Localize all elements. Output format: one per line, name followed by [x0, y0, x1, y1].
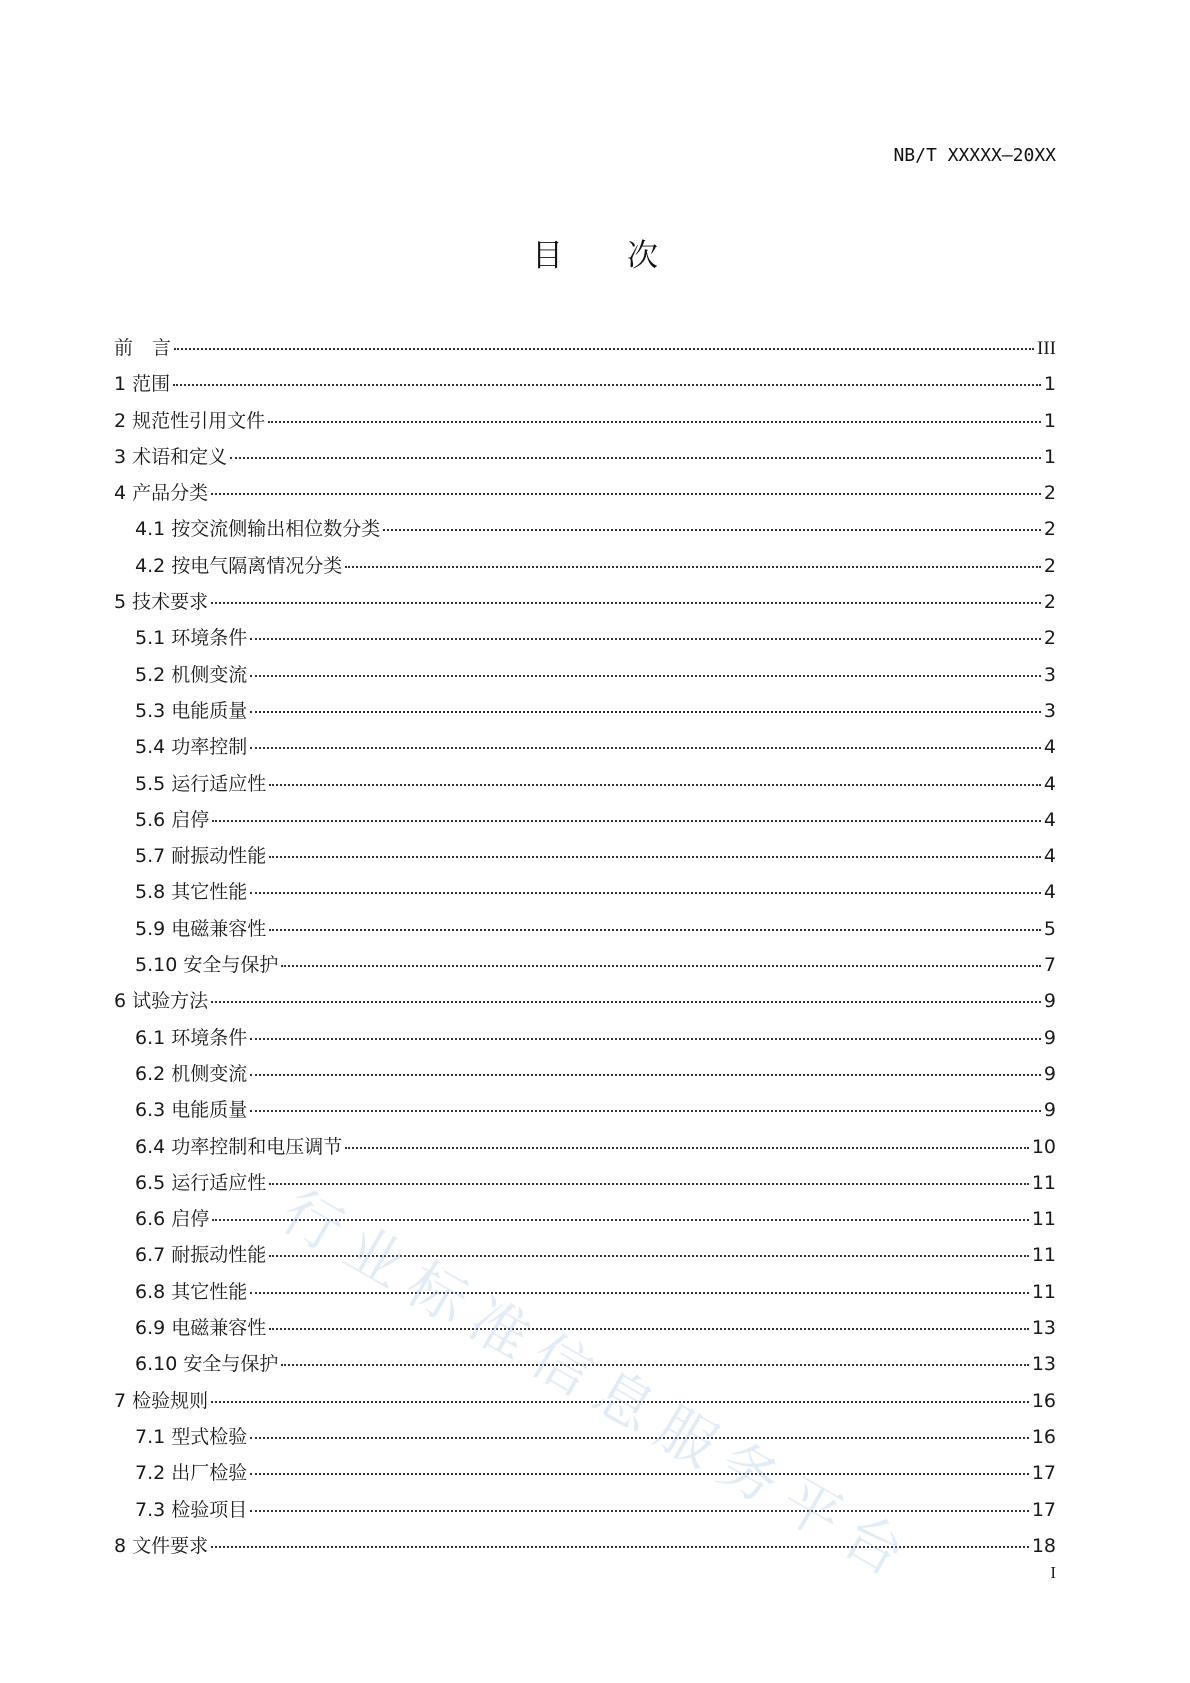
toc-leader-dots — [269, 929, 1041, 931]
toc-entry-page: 18 — [1031, 1534, 1056, 1557]
toc-leader-dots — [250, 1437, 1029, 1439]
toc-entry-label: 5 技术要求 — [114, 591, 209, 614]
toc-leader-dots — [268, 421, 1041, 423]
toc-entry-label: 6.2 机侧变流 — [135, 1062, 248, 1085]
toc-entry-label: 5.1 环境条件 — [135, 627, 248, 650]
toc-entry[interactable] — [114, 1422, 1056, 1458]
toc-entry-label: 6.6 启停 — [135, 1208, 210, 1231]
toc-leader-dots — [211, 1001, 1041, 1003]
toc-entry[interactable] — [114, 1313, 1056, 1349]
toc-leader-dots — [211, 493, 1041, 495]
toc-leader-dots — [281, 1364, 1028, 1366]
toc-leader-dots — [212, 1219, 1029, 1221]
toc-entry-label: 6.3 电能质量 — [135, 1099, 248, 1122]
toc-entry-page: 2 — [1043, 518, 1056, 541]
toc-leader-dots — [211, 1401, 1029, 1403]
toc-entry-page: 9 — [1043, 990, 1056, 1013]
toc-entry[interactable] — [114, 1168, 1056, 1204]
toc-entry-page: 2 — [1043, 627, 1056, 650]
toc-entry[interactable] — [114, 1531, 1056, 1567]
toc-entry[interactable] — [114, 1458, 1056, 1494]
toc-entry-page: 2 — [1043, 482, 1056, 505]
toc-entry-label: 5.7 耐振动性能 — [135, 845, 267, 868]
toc-entry-label: 7.1 型式检验 — [135, 1425, 248, 1448]
toc-leader-dots — [250, 1038, 1041, 1040]
toc-entry-page: 11 — [1031, 1244, 1056, 1267]
toc-leader-dots — [211, 1546, 1029, 1548]
toc-entry-page: 3 — [1043, 699, 1056, 722]
toc-entry-label: 8 文件要求 — [114, 1534, 209, 1557]
toc-leader-dots — [250, 1473, 1029, 1475]
toc-leader-dots — [250, 711, 1041, 713]
toc-entry[interactable] — [114, 950, 1056, 986]
toc-entry-page: 10 — [1031, 1135, 1056, 1158]
toc-title-part1: 目 — [532, 238, 563, 274]
toc-entry[interactable] — [114, 877, 1056, 913]
toc-entry-page: 11 — [1031, 1208, 1056, 1231]
toc-leader-dots — [269, 1255, 1029, 1257]
toc-entry-page: 4 — [1043, 736, 1056, 759]
toc-entry-page: 1 — [1043, 445, 1056, 468]
toc-entry-label: 7.3 检验项目 — [135, 1498, 248, 1521]
toc-entry-page: 2 — [1043, 591, 1056, 614]
toc-entry-label: 5.10 安全与保护 — [135, 954, 279, 977]
toc-entry-label: 5.2 机侧变流 — [135, 663, 248, 686]
toc-entry-label: 4 产品分类 — [114, 482, 209, 505]
toc-entry[interactable] — [114, 986, 1056, 1022]
toc-leader-dots — [212, 820, 1041, 822]
toc-entry-page: 17 — [1031, 1462, 1056, 1485]
toc-entry-page: 7 — [1043, 954, 1056, 977]
toc-title — [0, 230, 1190, 275]
toc-entry-page: 4 — [1043, 881, 1056, 904]
toc-leader-dots — [269, 1183, 1029, 1185]
toc-leader-dots — [345, 1147, 1029, 1149]
toc-entry-page: 3 — [1043, 663, 1056, 686]
toc-entry-page: 16 — [1031, 1389, 1056, 1412]
toc-entry-label: 5.9 电磁兼容性 — [135, 917, 267, 940]
toc-entry-page: 11 — [1031, 1280, 1056, 1303]
toc-entry[interactable] — [114, 1132, 1056, 1168]
toc-entry[interactable] — [114, 1059, 1056, 1095]
toc-entry-label: 4.1 按交流侧输出相位数分类 — [135, 518, 381, 541]
document-code: NB/T XXXXX—20XX — [893, 145, 1056, 166]
toc-entry-label: 7 检验规则 — [114, 1389, 209, 1412]
table-of-contents — [114, 333, 1056, 1567]
toc-leader-dots — [250, 1292, 1029, 1294]
toc-entry[interactable] — [114, 841, 1056, 877]
toc-entry-page: 1 — [1043, 409, 1056, 432]
toc-entry-label: 5.8 其它性能 — [135, 881, 248, 904]
toc-entry-label: 7.2 出厂检验 — [135, 1462, 248, 1485]
toc-entry-label: 5.4 功率控制 — [135, 736, 248, 759]
toc-leader-dots — [250, 675, 1041, 677]
toc-entry-page: 2 — [1043, 554, 1056, 577]
toc-entry-label: 2 规范性引用文件 — [114, 409, 266, 432]
watermark: 行业标准信息服务平台 — [270, 1176, 929, 1596]
toc-entry-label: 6.8 其它性能 — [135, 1280, 248, 1303]
toc-leader-dots — [383, 529, 1041, 531]
toc-entry[interactable] — [114, 660, 1056, 696]
toc-leader-dots — [174, 348, 1034, 350]
toc-entry[interactable] — [114, 551, 1056, 587]
toc-entry-page: 5 — [1043, 917, 1056, 940]
toc-entry-page: 9 — [1043, 1099, 1056, 1122]
toc-entry-label: 5.5 运行适应性 — [135, 772, 267, 795]
toc-entry-label: 6.4 功率控制和电压调节 — [135, 1135, 343, 1158]
toc-entry-label: 5.6 启停 — [135, 808, 210, 831]
toc-entry[interactable] — [114, 1495, 1056, 1531]
toc-leader-dots — [250, 747, 1041, 749]
toc-leader-dots — [269, 856, 1041, 858]
toc-entry-label: 1 范围 — [114, 373, 171, 396]
toc-leader-dots — [211, 602, 1041, 604]
toc-leader-dots — [345, 566, 1041, 568]
toc-leader-dots — [173, 384, 1041, 386]
page-number: I — [1050, 1563, 1056, 1582]
toc-entry[interactable] — [114, 1023, 1056, 1059]
toc-entry[interactable] — [114, 587, 1056, 623]
toc-entry-page: 4 — [1043, 845, 1056, 868]
toc-entry-label: 前 言 — [114, 337, 172, 359]
toc-leader-dots — [269, 784, 1041, 786]
toc-leader-dots — [250, 638, 1041, 640]
toc-entry[interactable] — [114, 1277, 1056, 1313]
toc-entry[interactable] — [114, 333, 1056, 369]
toc-entry[interactable] — [114, 732, 1056, 768]
toc-entry[interactable] — [114, 696, 1056, 732]
toc-entry[interactable] — [114, 805, 1056, 841]
toc-entry-page: 13 — [1031, 1353, 1056, 1376]
toc-entry-label: 6.5 运行适应性 — [135, 1171, 267, 1194]
toc-entry-page: 1 — [1043, 373, 1056, 396]
toc-entry[interactable] — [114, 1095, 1056, 1131]
toc-entry-page: III — [1037, 338, 1056, 359]
toc-leader-dots — [269, 1328, 1029, 1330]
toc-entry-page: 11 — [1031, 1171, 1056, 1194]
toc-entry-label: 6.7 耐振动性能 — [135, 1244, 267, 1267]
toc-entry[interactable] — [114, 369, 1056, 405]
toc-entry-page: 16 — [1031, 1425, 1056, 1448]
toc-entry-label: 6.1 环境条件 — [135, 1026, 248, 1049]
toc-entry[interactable] — [114, 406, 1056, 442]
toc-entry-page: 13 — [1031, 1317, 1056, 1340]
toc-title-part2: 次 — [627, 238, 658, 274]
toc-entry-label: 6 试验方法 — [114, 990, 209, 1013]
toc-leader-dots — [281, 965, 1041, 967]
toc-leader-dots — [250, 1510, 1029, 1512]
toc-entry-label: 6.9 电磁兼容性 — [135, 1317, 267, 1340]
toc-entry-page: 17 — [1031, 1498, 1056, 1521]
toc-entry-label: 3 术语和定义 — [114, 445, 228, 468]
toc-leader-dots — [250, 1110, 1041, 1112]
toc-entry-label: 6.10 安全与保护 — [135, 1353, 279, 1376]
toc-entry[interactable] — [114, 442, 1056, 478]
toc-entry[interactable] — [114, 1386, 1056, 1422]
toc-entry[interactable] — [114, 623, 1056, 659]
toc-leader-dots — [230, 457, 1041, 459]
toc-entry-page: 9 — [1043, 1026, 1056, 1049]
toc-entry[interactable] — [114, 769, 1056, 805]
toc-entry[interactable] — [114, 1349, 1056, 1385]
toc-entry-label: 4.2 按电气隔离情况分类 — [135, 554, 343, 577]
toc-entry-page: 4 — [1043, 808, 1056, 831]
toc-leader-dots — [250, 1074, 1041, 1076]
toc-entry[interactable] — [114, 1240, 1056, 1276]
toc-entry-label: 5.3 电能质量 — [135, 699, 248, 722]
toc-entry-page: 9 — [1043, 1062, 1056, 1085]
toc-entry-page: 4 — [1043, 772, 1056, 795]
toc-entry[interactable] — [114, 478, 1056, 514]
toc-leader-dots — [250, 892, 1041, 894]
toc-entry[interactable] — [114, 514, 1056, 550]
toc-entry[interactable] — [114, 1204, 1056, 1240]
toc-entry[interactable] — [114, 914, 1056, 950]
